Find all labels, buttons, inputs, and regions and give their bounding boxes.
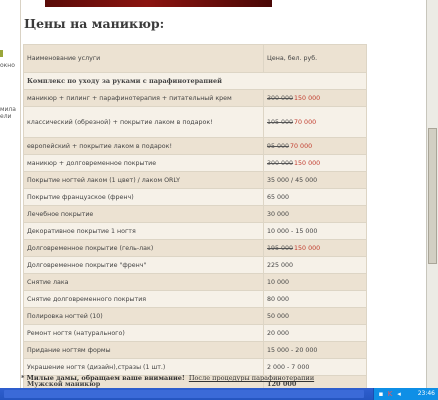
service-name: Лечебное покрытие [24,206,264,223]
service-name: Долговременное покрытие (гель-лак) [24,240,264,257]
table-row [24,291,367,308]
column-header-price: Цена, бел. руб. [264,45,367,73]
table-row [24,223,367,240]
service-name: Полировка ногтей (10) [24,308,264,325]
table-row [24,274,367,291]
service-name: Снятие лака [24,274,264,291]
table-row [24,206,367,223]
sidebar-marker [0,50,3,57]
header-banner-image [45,0,272,7]
service-price [264,138,367,155]
table-row [24,138,367,155]
sidebar-strip [0,0,21,388]
service-price: 50 000 [264,308,367,325]
service-price: 10 000 [264,274,367,291]
old-price: 300 000 [267,159,294,167]
section-title: Комплекс по уходу за руками с парафинотерапией [24,73,367,90]
service-name: Снятие долговременного покрытия [24,291,264,308]
service-price: 10 000 - 15 000 [264,223,367,240]
speaker-icon[interactable]: ◂ [397,390,401,398]
service-name: Придание ногтям формы [24,342,264,359]
table-row [24,172,367,189]
scrollbar-thumb[interactable] [428,128,437,264]
table-row [24,257,367,274]
service-price: 2 000 - 7 000 [264,359,367,376]
table-row [24,342,367,359]
service-price: 20 000 [264,325,367,342]
service-name: Мужской маникюр [24,376,264,393]
old-price: 95 000 [267,142,290,150]
paraffin-link[interactable]: После процедуры парафинотерапии [188,374,315,382]
service-name: классический (обрезной) + покрытие лаком в подарок! [24,107,264,138]
content-area [21,0,426,388]
service-price: 65 000 [264,189,367,206]
service-name: Декоративное покрытие 1 ногтя [24,223,264,240]
discount-price: 150 000 [294,159,321,167]
sidebar-fragment: окно [0,62,15,69]
service-name: Украшение ногтя (дизайн),стразы (1 шт.) [24,359,264,376]
service-price: 15 000 - 20 000 [264,342,367,359]
discount-price: 70 000 [294,118,317,126]
notice-line [21,374,314,382]
service-price [264,90,367,107]
table-row [24,325,367,342]
service-name: Покрытие ногтей лаком (1 цвет) / лаком ORLY [24,172,264,189]
service-name: Долговременное покрытие "френч" [24,257,264,274]
service-price [264,155,367,172]
sidebar-fragment: ели [0,113,12,120]
network-icon[interactable]: ▪ [378,390,384,398]
price-table [23,44,367,393]
section-row [24,73,367,90]
old-price: 195 000 [267,244,294,252]
table-row [24,107,367,138]
service-price: 120 000 [264,376,367,393]
service-price: 80 000 [264,291,367,308]
tray-k-icon[interactable]: K [387,390,393,398]
service-name: европейский + покрытие лаком в подарок! [24,138,264,155]
service-name: Ремонт ногтя (натурального) [24,325,264,342]
vertical-scrollbar[interactable] [426,0,438,388]
page-title: Цены на маникюр: [24,16,165,31]
service-price: 35 000 / 45 000 [264,172,367,189]
table-row [24,189,367,206]
column-header-service: Наименование услуги [24,45,264,73]
service-price: 225 000 [264,257,367,274]
service-price [264,107,367,138]
service-name: маникюр + пилинг + парафинотерапия + питательный крем [24,90,264,107]
discount-price: 150 000 [294,94,321,102]
old-price: 105 000 [267,118,294,126]
service-price [264,240,367,257]
table-row [24,308,367,325]
system-tray [373,388,438,400]
service-name: маникюр + долговременное покрытие [24,155,264,172]
old-price: 300 000 [267,94,294,102]
service-name: Покрытие французское (френч) [24,189,264,206]
table-header-row [24,45,367,73]
table-row [24,90,367,107]
taskbar-window-button[interactable] [4,390,364,398]
table-row [24,155,367,172]
notice-text: * Милые дамы, обращаем ваше внимание! [21,374,185,382]
discount-price: 150 000 [294,244,321,252]
service-price: 30 000 [264,206,367,223]
sidebar-fragment: мила [0,106,16,113]
table-row [24,359,367,376]
discount-price: 70 000 [290,142,313,150]
clock: 23:46 [417,390,435,397]
taskbar [0,388,438,400]
table-row [24,240,367,257]
